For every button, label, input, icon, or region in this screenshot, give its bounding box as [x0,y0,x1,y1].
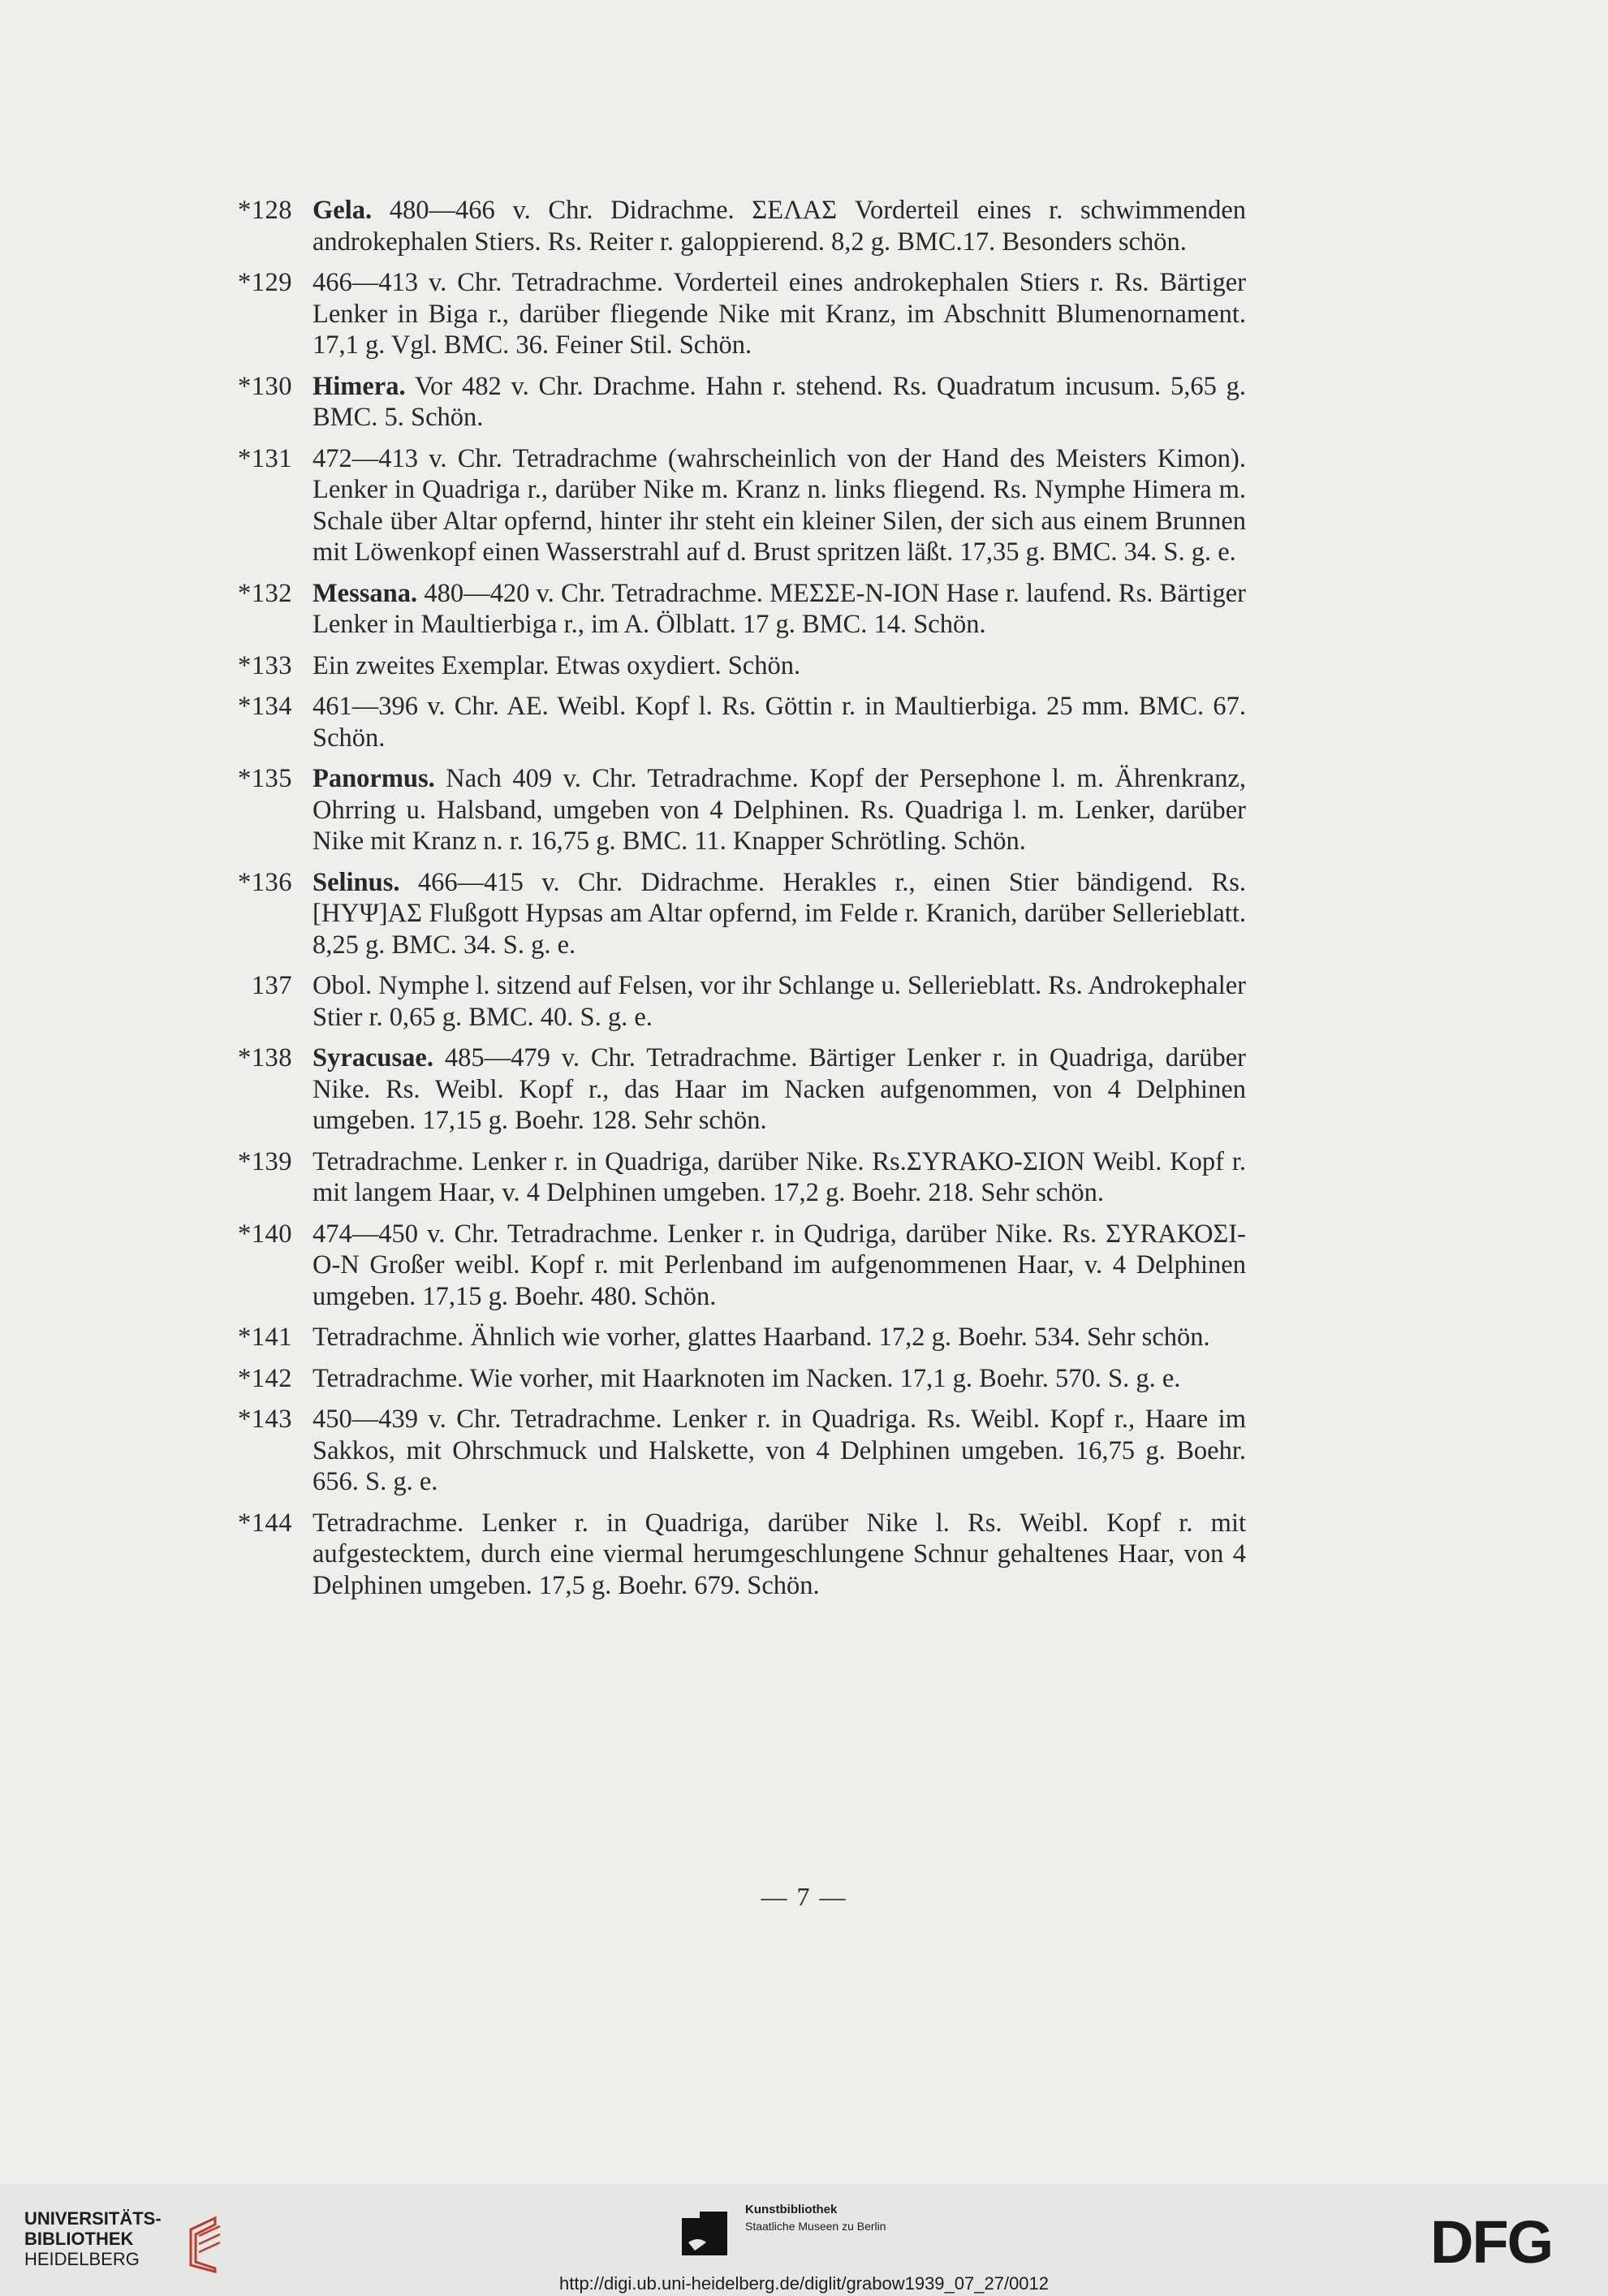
entry-description [313,1404,1246,1498]
catalog-entry [215,1404,1246,1498]
entry-number: *133 [238,650,292,680]
entry-text: Ein zweites Exemplar. Etwas oxydiert. Schön. [313,650,801,680]
university-library-logo[interactable] [24,2208,227,2273]
entry-description [313,1219,1246,1313]
entry-number: *140 [238,1219,292,1249]
entry-number: *143 [238,1405,292,1434]
entry-text: 466—413 v. Chr. Tetradrachme. Vorderteil eines androkephalen Stiers r. Rs. Bärtiger Lenker in Biga r., darüber fliegende Nike mit Kranz, im Abschnitt Blumenornament. 17,1 g. Vgl. BMC. 36. Feiner Stil. Schön. [313,268,1246,360]
entry-text: 474—450 v. Chr. Tetradrachme. Lenker r. in Qudriga, darüber Nike. Rs. ΣΥRΑΚΟΣΙ-Ο-Ν Großer weibl. Kopf r. mit Perlenband im aufgenommenen Haar, v. 4 Delphinen umgeben. 17,15 g. Boehr. 480. Schön. [313,1219,1246,1311]
entry-number: *128 [238,196,292,225]
entry-text: 472—413 v. Chr. Tetradrachme (wahrscheinlich von der Hand des Meisters Kimon). Lenker in Quadriga r., darüber Nike m. Kranz n. links fliegend. Rs. Nymphe Himera m. Schale über Altar opfernd, hinter ihr steht ein kleiner Silen, der sich aus einem Brunnen mit Löwenkopf einen Wasserstrahl auf d. Brust spritzen läßt. 17,35 g. BMC. 34. S. g. e. [313,443,1246,567]
catalog-entries [215,195,1246,1611]
kb-logo-title: Kunstbibliothek [745,2203,838,2216]
entry-text: 480—420 v. Chr. Tetradrachme. ΜΕΣΣΕ-Ν-ΙΟΝ Hase r. laufend. Rs. Bärtiger Lenker in Maultierbiga r., im A. Ölblatt. 17 g. BMC. 14. Schön. [313,578,1247,639]
entry-description [313,267,1246,361]
catalog-entry [215,1363,1246,1395]
entry-place-name: Messana. [313,578,418,608]
uni-logo-line3: HEIDELBERG [24,2249,140,2269]
entry-text: Tetradrachme. Wie vorher, mit Haarknoten im Nacken. 17,1 g. Boehr. 570. S. g. e. [313,1363,1181,1393]
entry-place-name: Panormus. [313,764,435,793]
entry-description [313,1322,1246,1353]
entry-description [313,691,1246,753]
entry-description [313,1042,1246,1137]
catalog-entry [215,1146,1246,1209]
dfg-logo[interactable] [1430,2212,1584,2269]
entry-description [313,970,1246,1033]
entry-number: *136 [238,867,292,897]
entry-number: *135 [238,764,292,793]
entry-number: *131 [238,443,292,473]
entry-description [313,1508,1246,1602]
dfg-logo-text: DFG [1430,2212,1553,2269]
entry-description [313,578,1246,641]
catalog-entry [215,371,1246,434]
entry-place-name: Selinus. [313,867,400,897]
entry-number: *129 [238,268,292,297]
catalog-entry [215,443,1246,568]
entry-number: *141 [238,1323,292,1352]
entry-text: Nach 409 v. Chr. Tetradrachme. Kopf der Persephone l. m. Ährenkranz, Ohrring u. Halsband, umgeben von 4 Delphinen. Rs. Quadriga l. m. Lenker, darüber Nike mit Kranz n. r. 16,75 g. BMC. 11. Knapper Schrötling. Schön. [313,764,1246,856]
uni-logo-line1: UNIVERSITÄTS- [24,2208,162,2229]
catalog-entry [215,1508,1246,1602]
entry-description [313,867,1246,961]
permalink-url[interactable]: http://digi.ub.uni-heidelberg.de/diglit/grabow1939_07_27/0012 [558,2273,1050,2294]
uni-logo-line2: BIBLIOTHEK [24,2229,134,2249]
entry-number: 137 [251,971,292,1000]
entry-text: Tetradrachme. Lenker r. in Quadriga, darüber Nike l. Rs. Weibl. Kopf r. mit aufgestecktem, durch eine viermal herumgeschlungene Schnur gehaltenes Haar, von 4 Delphinen umgeben. 17,5 g. Boehr. 679. Schön. [313,1508,1246,1600]
page-number: — 7 — [761,1882,847,1911]
entry-text: Vor 482 v. Chr. Drachme. Hahn r. stehend. Rs. Quadratum incusum. 5,65 g. BMC. 5. Schön. [313,371,1246,432]
university-emblem-icon [183,2215,225,2273]
entry-number: *142 [238,1363,292,1393]
entry-number: *130 [238,371,292,401]
entry-text: 466—415 v. Chr. Didrachme. Herakles r., einen Stier bändigend. Rs. [ΗΥΨ]ΑΣ Flußgott Hypsas am Altar opfernd, im Felde r. Kranich, darüber Sellerieblatt. 8,25 g. BMC. 34. S. g. e. [313,867,1247,960]
entry-text: Obol. Nymphe l. sitzend auf Felsen, vor ihr Schlange u. Sellerieblatt. Rs. Androkephaler Stier r. 0,65 g. BMC. 40. S. g. e. [313,971,1246,1032]
catalog-entry [215,1042,1246,1137]
entry-text: 450—439 v. Chr. Tetradrachme. Lenker r. in Quadriga. Rs. Weibl. Kopf r., Haare im Sakkos, mit Ohrschmuck und Halskette, von 4 Delphinen umgeben. 16,75 g. Boehr. 656. S. g. e. [313,1405,1246,1496]
catalog-entry [215,970,1246,1033]
entry-description [313,650,1246,682]
entry-description [313,443,1246,568]
entry-description [313,1146,1246,1209]
entry-number: *134 [238,692,292,721]
catalog-entry [215,1322,1246,1353]
entry-description [313,1363,1246,1395]
catalog-entry [215,867,1246,961]
kunstbibliothek-logo[interactable] [682,2202,942,2251]
entry-number: *144 [238,1508,292,1538]
entry-place-name: Syracusae. [313,1043,433,1072]
entry-number: *132 [238,578,292,608]
entry-place-name: Himera. [313,371,406,401]
entry-number: *138 [238,1043,292,1072]
kb-logo-subtitle: Staatliche Museen zu Berlin [745,2220,886,2233]
entry-number: *139 [238,1146,292,1176]
catalog-entry [215,267,1246,361]
entry-description [313,195,1246,257]
entry-text: 480—466 v. Chr. Didrachme. ΣΕΛΑΣ Vorderteil eines r. schwimmenden androkephalen Stiers. Rs. Reiter r. galoppierend. 8,2 g. BMC.17. Besonders schön. [313,196,1246,257]
catalog-entry [215,1219,1246,1313]
catalog-entry [215,578,1246,641]
kunstbibliothek-emblem-icon [682,2212,732,2257]
catalog-entry [215,691,1246,753]
entry-place-name: Gela. [313,196,373,225]
entry-description [313,371,1246,434]
entry-text: Tetradrachme. Lenker r. in Quadriga, darüber Nike. Rs.ΣΥRΑΚΟ-ΣΙΟΝ Weibl. Kopf r. mit langem Haar, v. 4 Delphinen umgeben. 17,2 g. Boehr. 218. Sehr schön. [313,1146,1246,1207]
entry-text: 485—479 v. Chr. Tetradrachme. Bärtiger Lenker r. in Quadriga, darüber Nike. Rs. Weibl. Kopf r., das Haar im Nacken aufgenommen, von 4 Delphinen umgeben. 17,15 g. Boehr. 128. Sehr schön. [313,1043,1246,1135]
entry-text: 461—396 v. Chr. AE. Weibl. Kopf l. Rs. Göttin r. in Maultierbiga. 25 mm. BMC. 67. Schön. [313,692,1246,753]
catalog-entry [215,195,1246,257]
entry-text: Tetradrachme. Ähnlich wie vorher, glattes Haarband. 17,2 g. Boehr. 534. Sehr schön. [313,1323,1210,1352]
catalog-entry [215,650,1246,682]
entry-description [313,763,1246,857]
catalog-entry [215,763,1246,857]
